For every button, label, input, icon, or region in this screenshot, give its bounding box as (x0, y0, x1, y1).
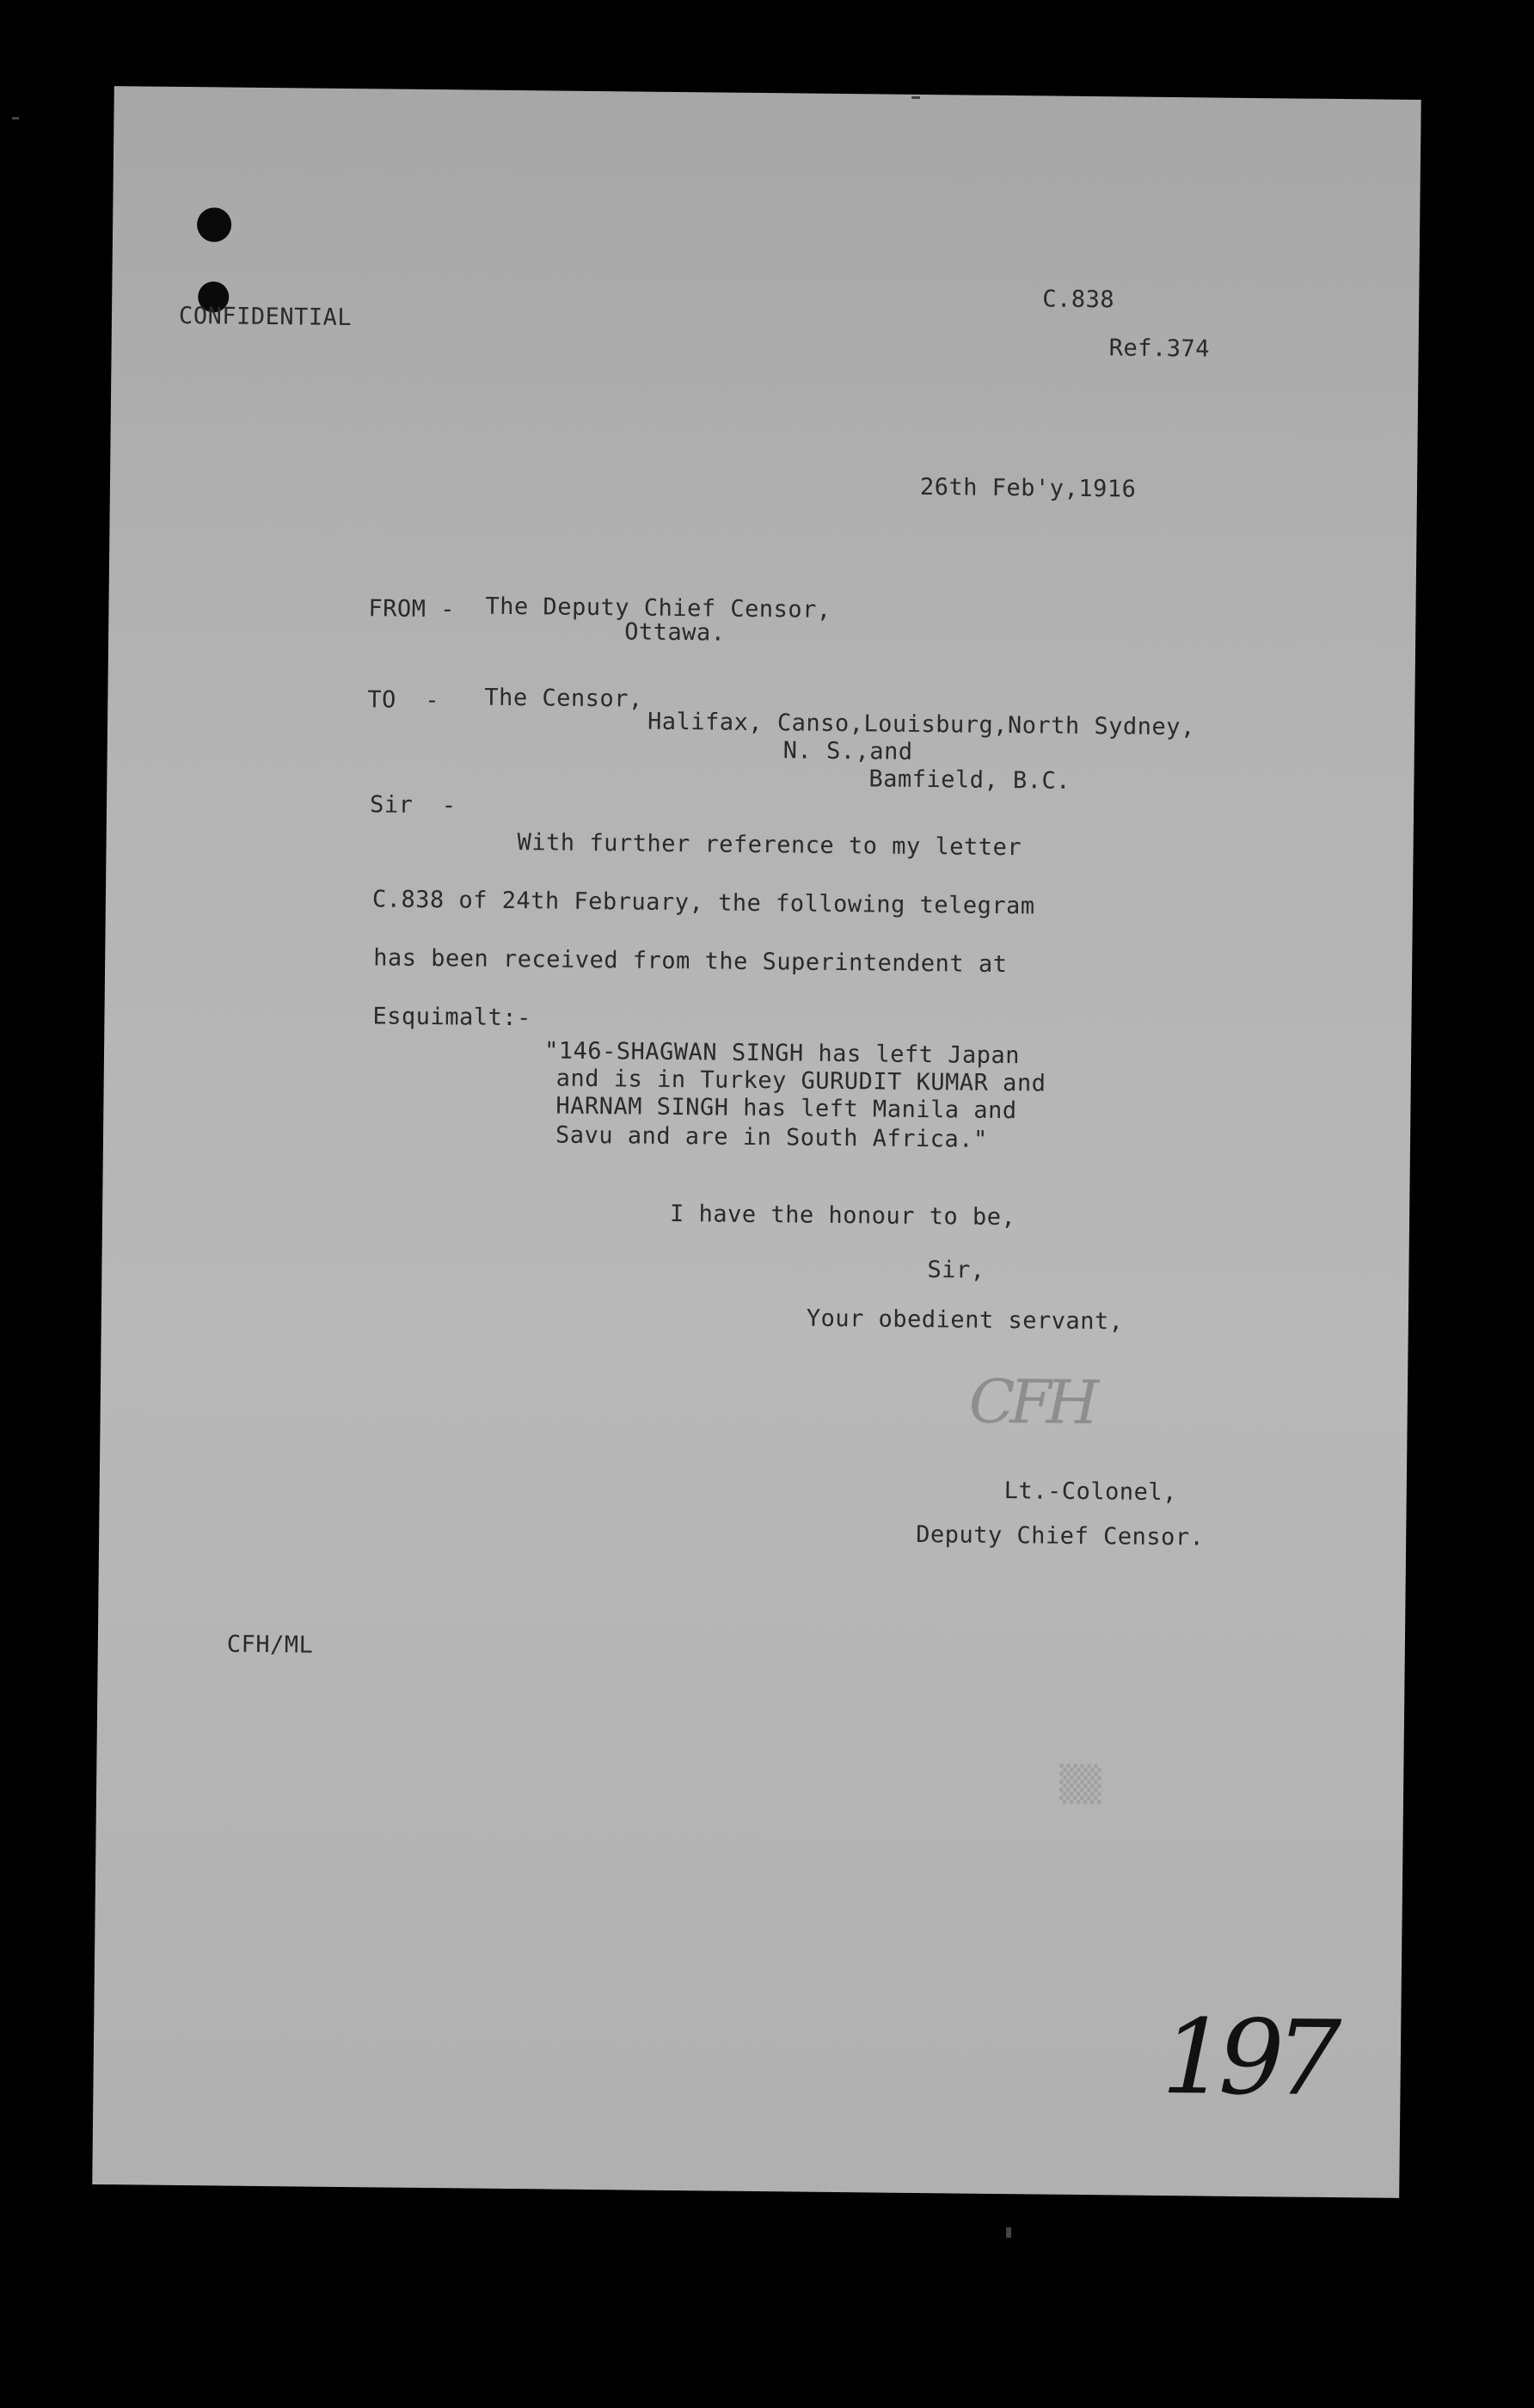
to-label: TO - (367, 686, 440, 715)
to-line-4: Bamfield, B.C. (868, 765, 1071, 795)
page-number: 197 (1161, 1997, 1334, 2120)
telegram-quote-line-1: "146-SHAGWAN SINGH has left Japan (543, 1037, 1021, 1070)
from-line-2: Ottawa. (624, 618, 726, 647)
from-line-1: The Deputy Chief Censor, (485, 593, 831, 624)
faint-stamp-mark: ▒▒ (1058, 1764, 1101, 1805)
signatory-title: Deputy Chief Censor. (916, 1520, 1205, 1551)
telegram-quote-line-2: and is in Turkey GURUDIT KUMAR and (555, 1065, 1046, 1097)
scan-artifact-top (911, 96, 920, 99)
typist-reference: CFH/ML (226, 1631, 314, 1659)
from-label: FROM - (368, 595, 456, 624)
letter-date: 26th Feb'y,1916 (919, 473, 1137, 503)
telegram-quote-line-4: Savu and are in South Africa." (555, 1121, 988, 1153)
to-line-2: Halifax, Canso,Louisburg,North Sydney, (647, 708, 1195, 741)
file-number: C.838 (1042, 286, 1115, 314)
document-page (92, 86, 1420, 2198)
reference-number: Ref.374 (1108, 335, 1211, 363)
punch-hole-top (197, 207, 231, 242)
closing-line-1: I have the honour to be, (669, 1200, 1016, 1232)
scan-artifact-left (12, 117, 19, 120)
closing-line-3: Your obedient servant, (806, 1305, 1124, 1336)
body-line-1: With further reference to my letter (517, 829, 1022, 862)
to-line-1: The Censor, (484, 684, 643, 713)
body-line-2: C.838 of 24th February, the following telegram (371, 886, 1035, 920)
signatory-rank: Lt.-Colonel, (1003, 1477, 1177, 1507)
scan-artifact-bottom (1006, 2227, 1011, 2238)
body-line-4: Esquimalt:- (372, 1003, 531, 1032)
to-line-3: N. S.,and (782, 737, 913, 765)
salutation: Sir - (369, 791, 457, 820)
classification-label: CONFIDENTIAL (178, 302, 353, 332)
body-line-3: has been received from the Superintendent at (373, 944, 1008, 979)
telegram-quote-line-3: HARNAM SINGH has left Manila and (555, 1092, 1017, 1125)
closing-line-2: Sir, (927, 1256, 985, 1284)
signature-initials: CFH (968, 1366, 1095, 1439)
